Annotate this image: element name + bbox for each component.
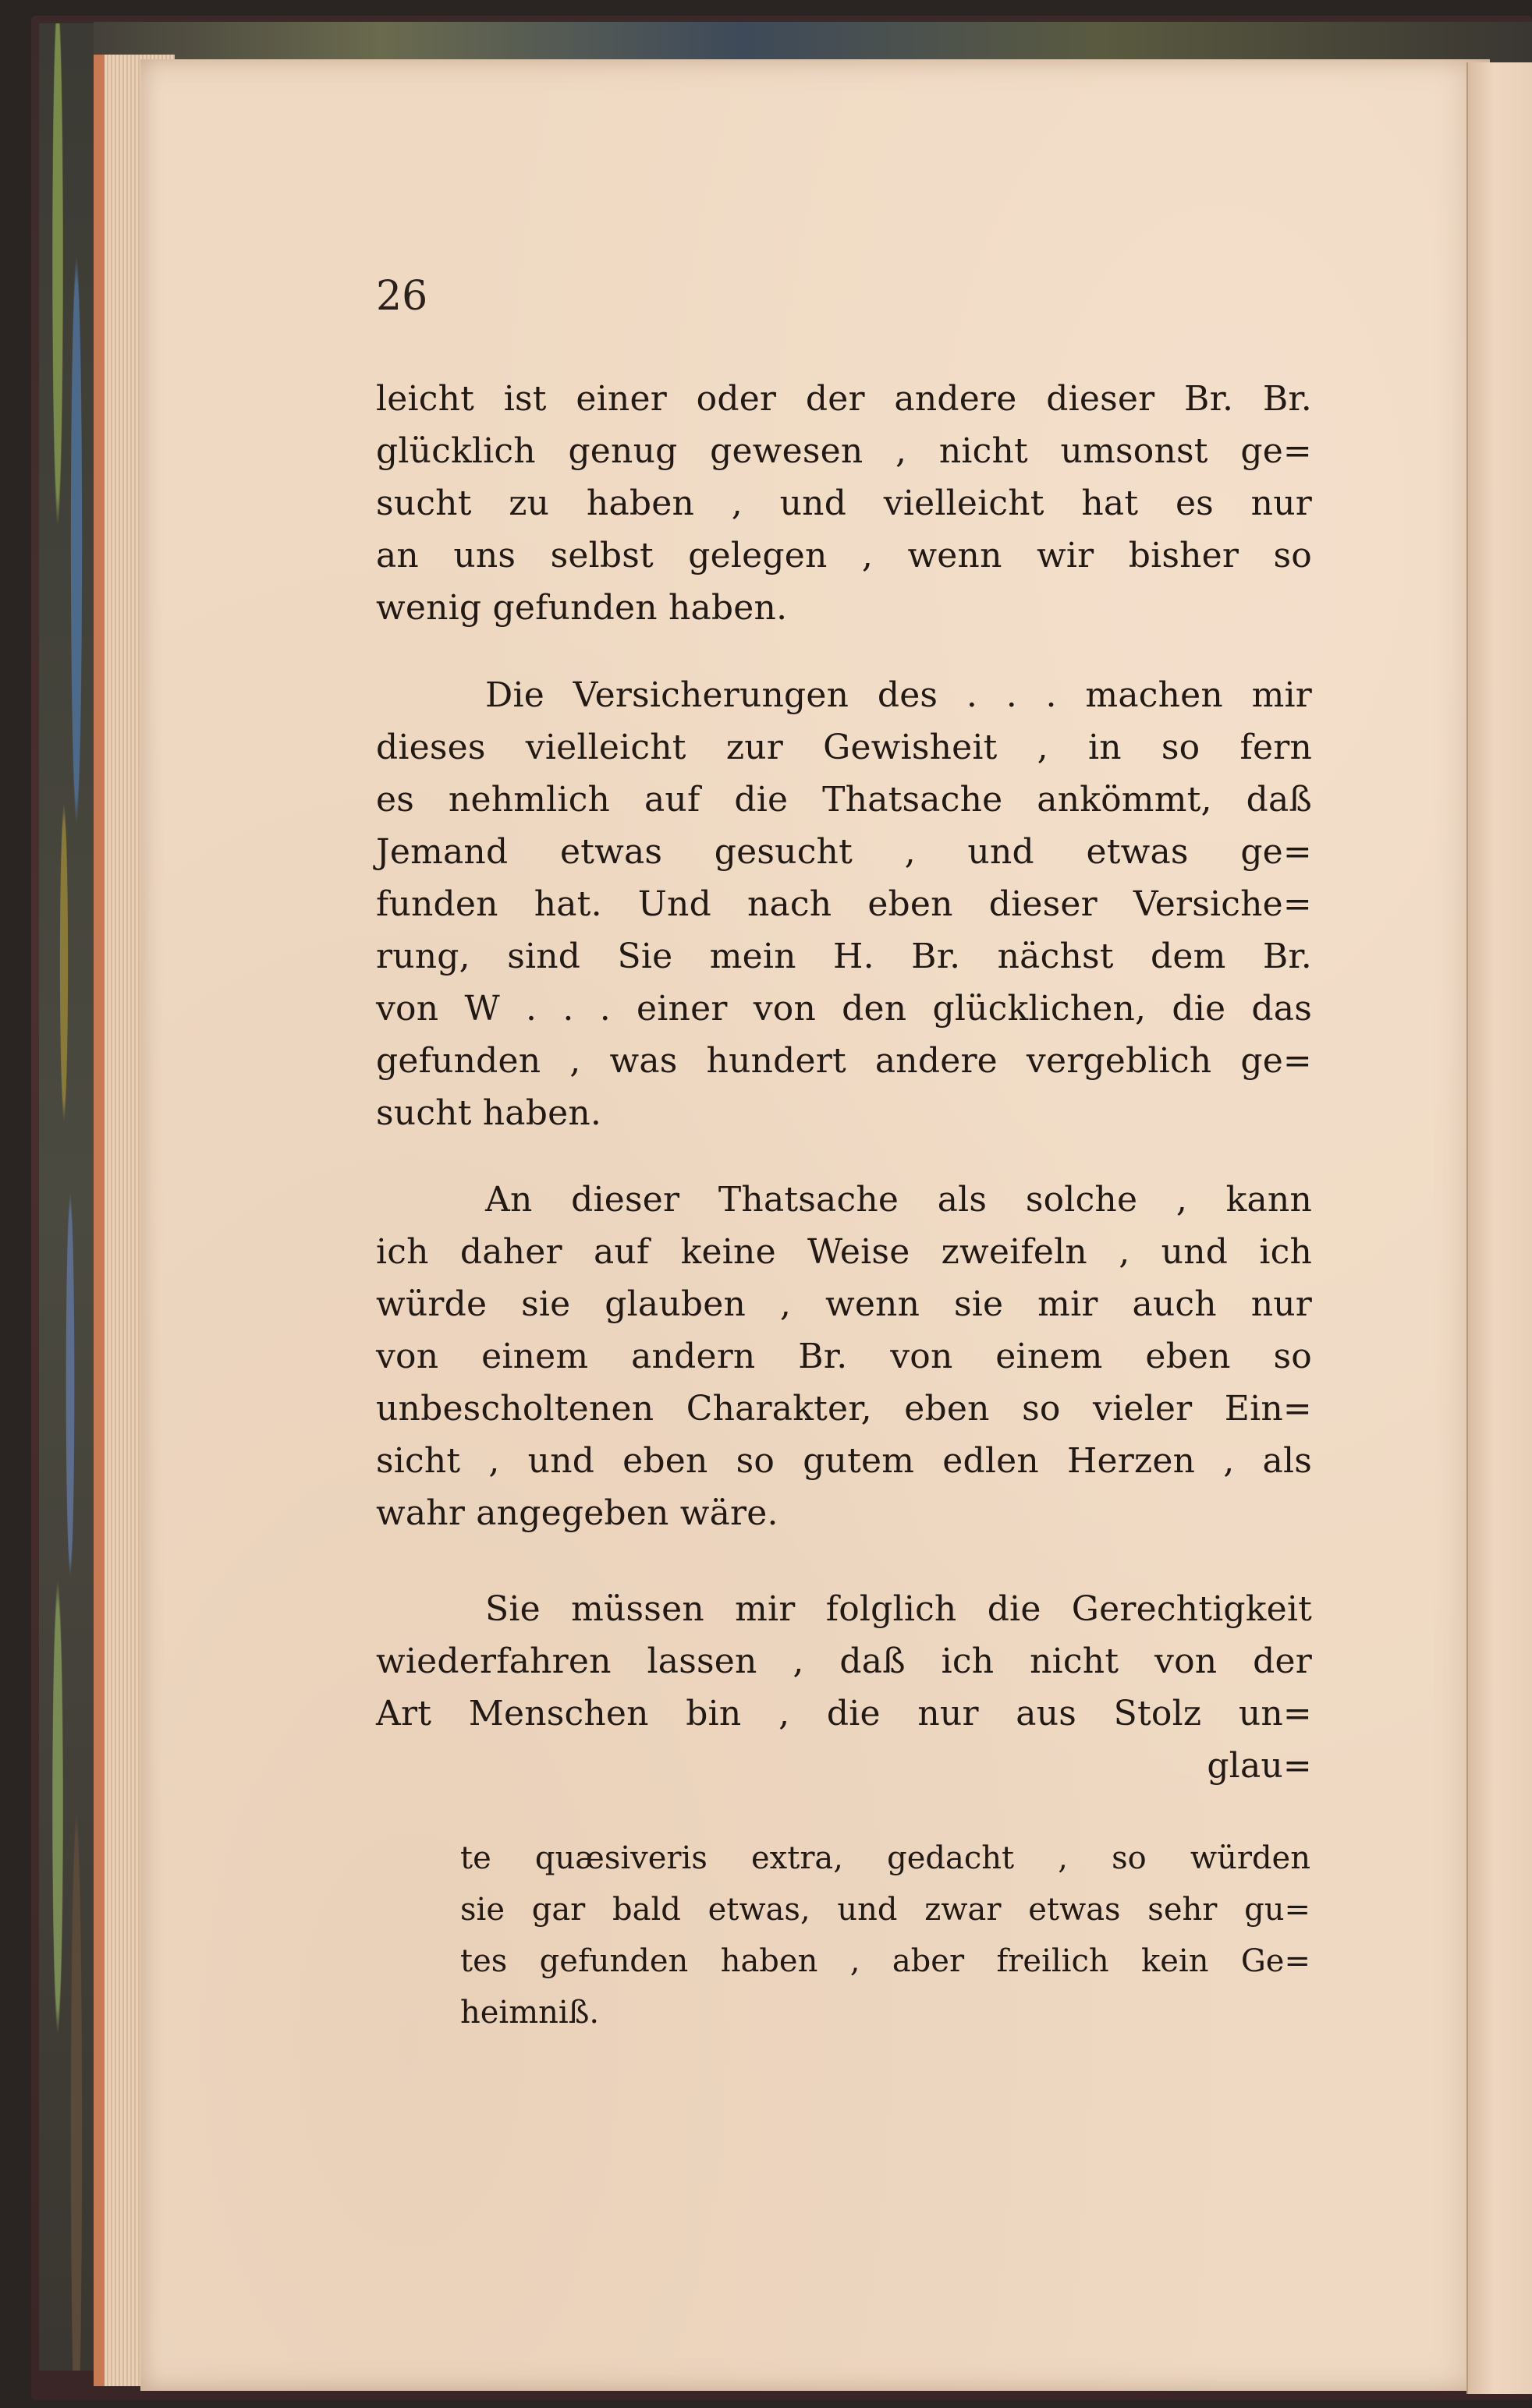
text-line: leicht ist einer oder der andere dieser Br. Br. <box>376 379 1312 419</box>
paragraph-3 <box>376 1174 1312 1539</box>
paragraph-1 <box>376 373 1312 634</box>
text-line: unbescholtenen Charakter, eben so vieler Ein= <box>376 1389 1312 1429</box>
page-number: 26 <box>376 273 428 320</box>
footnote-line: te quæsiveris extra, gedacht , so würden <box>460 1840 1310 1876</box>
text-line: sucht haben. <box>376 1093 602 1133</box>
facing-page-edge <box>1466 62 1532 2394</box>
footnote-line: tes gefunden haben , aber freilich kein Ge= <box>460 1943 1310 1979</box>
text-line: Die Versicherungen des . . . machen mir <box>485 675 1312 715</box>
text-line: sicht , und eben so gutem edlen Herzen , als <box>376 1441 1312 1481</box>
text-line: ich daher auf keine Weise zweifeln , und ich <box>376 1232 1312 1272</box>
text-line: von W . . . einer von den glücklichen, die das <box>376 989 1312 1029</box>
footnote-line: heimniß. <box>460 1995 600 2031</box>
marbled-top-edge <box>94 22 1532 65</box>
text-line: würde sie glauben , wenn sie mir auch nur <box>376 1284 1312 1324</box>
paragraph-2 <box>376 669 1312 1139</box>
text-line: an uns selbst gelegen , wenn wir bisher so <box>376 536 1312 575</box>
text-line: wenig gefunden haben. <box>376 588 788 628</box>
text-line: gefunden , was hundert andere vergeblich ge= <box>376 1041 1312 1081</box>
footnote-line: sie gar bald etwas, und zwar etwas sehr gu= <box>460 1892 1310 1928</box>
paragraph-4 <box>376 1583 1312 1792</box>
text-line: Sie müssen mir folglich die Gerechtigkeit <box>485 1589 1312 1629</box>
text-line: Art Menschen bin , die nur aus Stolz un= <box>376 1694 1312 1733</box>
text-line: sucht zu haben , und vielleicht hat es nur <box>376 483 1312 523</box>
text-line: es nehmlich auf die Thatsache ankömmt, daß <box>376 780 1312 820</box>
text-line: wiederfahren lassen , daß ich nicht von der <box>376 1641 1312 1681</box>
catchword: glau= <box>1207 1746 1312 1786</box>
text-line: wahr angegeben wäre. <box>376 1493 778 1533</box>
text-line: Jemand etwas gesucht , und etwas ge= <box>376 832 1312 872</box>
text-line: rung, sind Sie mein H. Br. nächst dem Br. <box>376 937 1312 976</box>
text-line: glücklich genug gewesen , nicht umsonst ge= <box>376 431 1312 471</box>
text-line: von einem andern Br. von einem eben so <box>376 1337 1312 1376</box>
marbled-endpaper <box>39 23 101 2371</box>
text-line: funden hat. Und nach eben dieser Versiche= <box>376 884 1312 924</box>
footnote <box>460 1833 1310 2038</box>
text-line: An dieser Thatsache als solche , kann <box>485 1180 1312 1220</box>
text-line: dieses vielleicht zur Gewisheit , in so fern <box>376 728 1312 767</box>
